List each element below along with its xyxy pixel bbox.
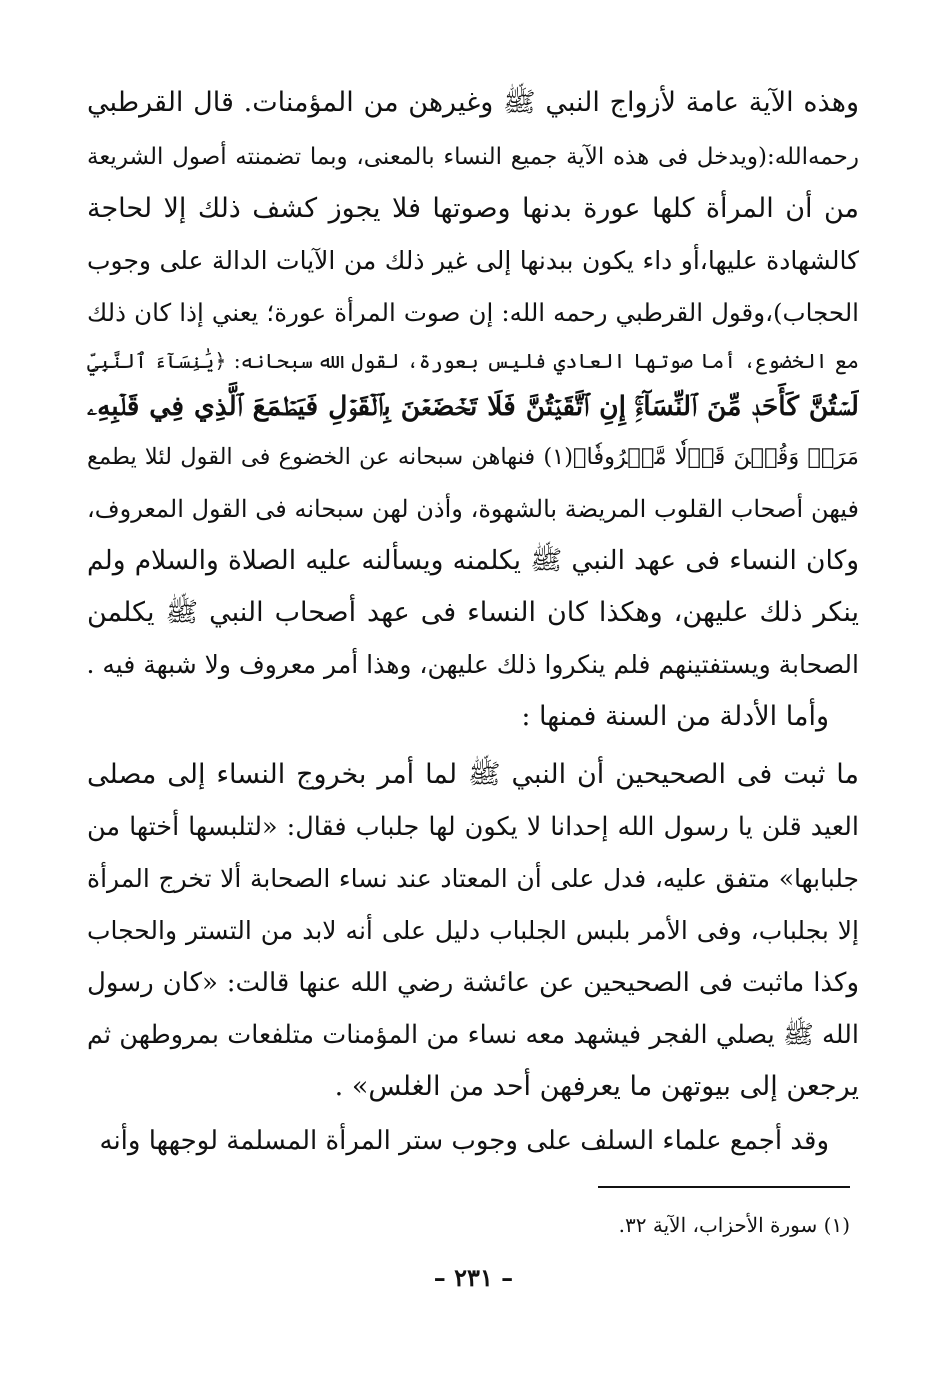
text-line: وهذه الآية عامة لأزواج النبي ﷺ وغيرهن من المؤمنات. قال القرطبي [87,87,859,118]
text-line: وقد أجمع علماء السلف على وجوب ستر المرأة المسلمة لوجهها وأنه [99,1126,829,1156]
text-line: الحجاب)،وقول القرطبي رحمه الله: إن صوت المرأة عورة؛ يعني إذا كان ذلك [87,298,859,327]
text-line: وكذا ماثبت فى الصحيحين عن عائشة رضي الله عنها قالت: «كان رسول [87,968,859,998]
text-line: وكان النساء فى عهد النبي ﷺ يكلمنه ويسألنه عليه الصلاة والسلام ولم [87,545,859,576]
section-heading-line: وأما الأدلة من السنة فمنها : [521,701,829,732]
text-line: كالشهادة عليها،أو داء يكون ببدنها إلى غير ذلك من الآيات الدالة على وجوب [87,246,859,275]
footnote-divider [598,1186,850,1188]
text-line: العيد قلن يا رسول الله إحدانا لا يكون لها جلباب فقال: «لتلبسها أختها من [87,812,859,842]
quran-verse-line: لَسۡتُنَّ كَأَحَدٖ مِّنَ ٱلنِّسَآءِۚ إِنِ ٱتَّقَيۡتُنَّ فَلَا تَخۡضَعۡنَ بِٱلۡقَوۡلِ فَيَطۡمَعَ ٱلَّذِي فِي قَلۡبِهِۦ [87,391,859,422]
text-line: من أن المرأة كلها عورة بدنها وصوتها فلا يجوز كشف ذلك إلا لحاجة [87,193,859,224]
text-line: مَرَضٞ وَقُلۡنَ قَوۡلٗا مَّعۡرُوفٗا﴾(١) فنهاهن سبحانه عن الخضوع فى القول لئلا يطمع [87,444,859,470]
text-line: الصحابة ويستفتينهم فلم ينكروا ذلك عليهن، وهذا أمر معروف ولا شبهة فيه . [87,650,859,679]
text-line: جلبابها» متفق عليه، فدل على أن المعتاد عند نساء الصحابة ألا تخرج المرأة [87,864,859,893]
text-line: فيهن أصحاب القلوب المريضة بالشهوة، وأذن لهن سبحانه فى القول المعروف، [87,495,859,523]
text-line: إلا بجلباب، وفى الأمر بلبس الجلباب دليل على أنه لابد من التستر والحجاب [87,916,859,945]
text-line: مع الخضوع، أما صوتها العادي فليس بعورة، لقول الله سبحانه: ﴿يَٰنِسَآءَ ٱلنَّبِيِّ [87,349,859,373]
text-line: يرجعن إلى بيوتهن ما يعرفهن أحد من الغلس» . [334,1071,859,1102]
text-line: ما ثبت فى الصحيحين أن النبي ﷺ لما أمر بخروج النساء إلى مصلى [87,759,859,790]
footnote: (١) سورة الأحزاب، الآية ٣٢. [618,1213,850,1237]
text-line: رحمه‌الله:(ويدخل فى هذه الآية جميع النساء بالمعنى، وبما تضمنته أصول الشريعة [87,144,859,170]
text-line: الله ﷺ يصلي الفجر فيشهد معه نساء من المؤمنات متلفعات بمروطهن ثم [87,1020,859,1050]
page-number: – ٢٣١ – [433,1263,514,1292]
text-line: ينكر ذلك عليهن، وهكذا كان النساء فى عهد أصحاب النبي ﷺ يكلمن [87,597,859,628]
